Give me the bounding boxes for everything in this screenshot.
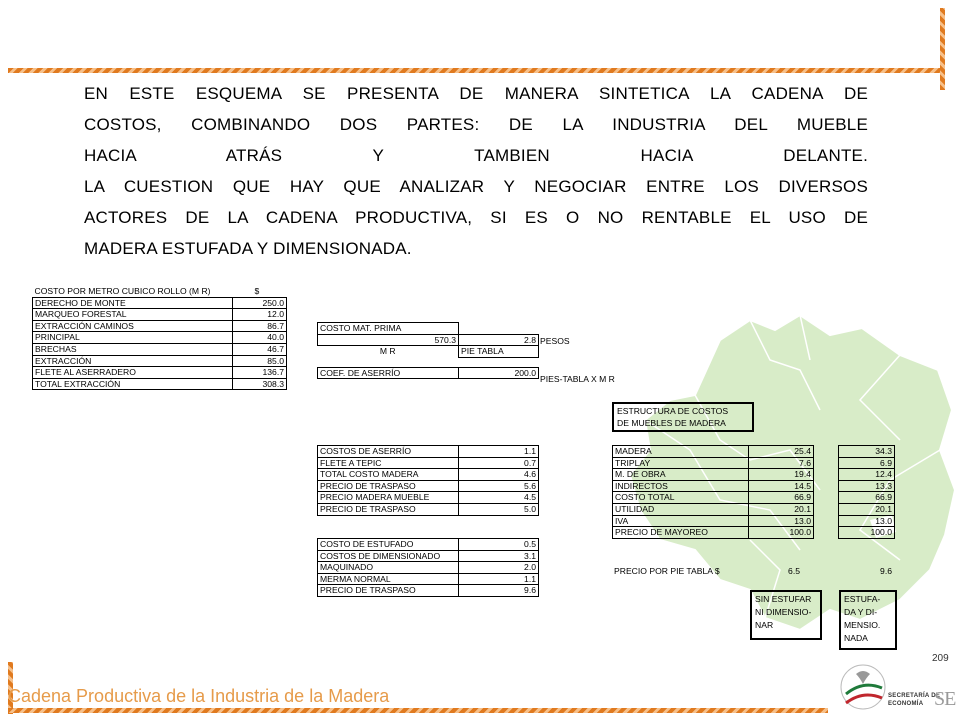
row-value-a: 66.9 [749, 492, 814, 504]
empty-cell [459, 323, 539, 335]
furniture-title-line: DE MUEBLES DE MADERA [617, 418, 726, 428]
table-row [613, 480, 895, 492]
table-row [318, 562, 539, 574]
drying-table [317, 538, 539, 597]
gap-cell [814, 492, 839, 504]
table-row [318, 446, 539, 458]
row-label: IVA [613, 515, 749, 527]
table-row [613, 446, 895, 458]
table-row [318, 573, 539, 585]
gap-cell [814, 515, 839, 527]
row-value-a: 100.0 [749, 527, 814, 539]
row-label: FLETE A TEPIC [318, 457, 459, 469]
logo-line: SECRETARÍA DE [888, 693, 941, 699]
row-value: 2.0 [459, 562, 539, 574]
row-label: COSTOS DE DIMENSIONADO [318, 550, 459, 562]
price-per-board-foot-label: PRECIO POR PIE TABLA $ [614, 566, 720, 576]
top-right-rule [940, 8, 945, 90]
row-label: MADERA [613, 446, 749, 458]
row-label: INDIRECTOS [613, 480, 749, 492]
row-value-a: 13.0 [749, 515, 814, 527]
row-label: PRECIO DE MAYOREO [613, 527, 749, 539]
row-label: COSTOS DE ASERRÍO [318, 446, 459, 458]
gap-cell [814, 527, 839, 539]
row-label: M. DE OBRA [613, 469, 749, 481]
row-label: FLETE AL ASERRADERO [33, 367, 233, 379]
intro-line: HACIA ATRÁS Y TAMBIEN HACIA DELANTE. [84, 146, 868, 165]
row-value-a: 25.4 [749, 446, 814, 458]
coef-value: 200.0 [459, 367, 539, 379]
table-row [318, 539, 539, 551]
table-row [318, 480, 539, 492]
table-row [318, 457, 539, 469]
table-row [318, 367, 539, 379]
raw-material-label-pie: PIE TABLA [459, 346, 539, 358]
row-value: 250.0 [233, 297, 287, 309]
row-label: EXTRACCIÓN [33, 355, 233, 367]
row-label: EXTRACCIÓN CAMINOS [33, 320, 233, 332]
row-value: 3.1 [459, 550, 539, 562]
logo-text [888, 692, 940, 708]
table-row [318, 346, 539, 358]
table-row [318, 334, 539, 346]
table-row [613, 527, 895, 539]
row-value-b: 13.0 [839, 515, 895, 527]
table-row [33, 355, 287, 367]
gap-cell [814, 457, 839, 469]
table-header-row [33, 286, 287, 297]
row-value-b: 20.1 [839, 503, 895, 515]
table-row [613, 457, 895, 469]
row-value: 12.0 [233, 309, 287, 321]
column-b-caption [839, 590, 897, 650]
raw-material-unit: PESOS [540, 336, 570, 346]
row-label: TOTAL EXTRACCIÓN [33, 378, 233, 390]
logo-line: ECONOMÍA [888, 701, 924, 707]
row-value-a: 19.4 [749, 469, 814, 481]
caption-line: NADA [844, 633, 868, 643]
row-value-a: 7.6 [749, 457, 814, 469]
row-value-b: 12.4 [839, 469, 895, 481]
row-label: UTILIDAD [613, 503, 749, 515]
top-rule [8, 68, 942, 73]
table-row [33, 343, 287, 355]
gap-cell [814, 469, 839, 481]
table-row [613, 492, 895, 504]
table-row [33, 320, 287, 332]
row-value: 46.7 [233, 343, 287, 355]
furniture-title-line: ESTRUCTURA DE COSTOS [617, 406, 729, 416]
table-row [613, 469, 895, 481]
row-label: MERMA NORMAL [318, 573, 459, 585]
table-row [318, 550, 539, 562]
intro-paragraph [84, 78, 868, 264]
price-per-board-foot-b: 9.6 [880, 566, 892, 576]
caption-line: NAR [755, 620, 774, 630]
row-value-a: 20.1 [749, 503, 814, 515]
row-value: 1.1 [459, 573, 539, 585]
row-label: PRECIO DE TRASPASO [318, 503, 459, 515]
row-label: PRECIO MADERA MUEBLE [318, 492, 459, 504]
footer-title: Cadena Productiva de la Industria de la Madera [8, 686, 390, 706]
raw-material-title: COSTO MAT. PRIMA [318, 323, 459, 335]
table-row [33, 309, 287, 321]
row-value: 4.5 [459, 492, 539, 504]
row-value-b: 6.9 [839, 457, 895, 469]
row-value: 4.6 [459, 469, 539, 481]
table-header-label: COSTO POR METRO CUBICO ROLLO (M R) [34, 286, 211, 296]
caption-line: SIN ESTUFAR [755, 594, 812, 604]
coef-unit: PIES-TABLA X M R [540, 374, 615, 384]
gap-cell [814, 503, 839, 515]
raw-material-label-mr: M R [379, 346, 396, 357]
intro-line: COSTOS, COMBINANDO DOS PARTES: DE LA INDUSTRIA DEL MUEBLE [84, 115, 868, 134]
sawmill-table [317, 445, 539, 516]
row-label: COSTO TOTAL [613, 492, 749, 504]
row-label: TOTAL COSTO MADERA [318, 469, 459, 481]
row-label: PRINCIPAL [33, 332, 233, 344]
caption-line: DA Y DI- [844, 607, 878, 617]
coef-label: COEF. DE ASERRÍO [318, 367, 459, 379]
row-label: DERECHO DE MONTE [33, 297, 233, 309]
table-row [613, 515, 895, 527]
table-row [318, 503, 539, 515]
row-value: 40.0 [233, 332, 287, 344]
row-value-b: 66.9 [839, 492, 895, 504]
table-row [318, 585, 539, 597]
column-a-caption [750, 590, 822, 640]
row-value-a: 14.5 [749, 480, 814, 492]
gap-cell [814, 480, 839, 492]
furniture-title-box [612, 402, 754, 432]
intro-line: EN ESTE ESQUEMA SE PRESENTA DE MANERA SINTETICA LA CADENA DE [84, 84, 868, 103]
raw-material-value-mr: 570.3 [318, 334, 459, 346]
row-label: MAQUINADO [318, 562, 459, 574]
table-row [318, 323, 539, 335]
intro-line: ACTORES DE LA CADENA PRODUCTIVA, SI ES O NO RENTABLE EL USO DE [84, 208, 868, 227]
furniture-cost-table [612, 445, 895, 539]
row-value: 0.7 [459, 457, 539, 469]
row-value: 5.6 [459, 480, 539, 492]
table-row [318, 357, 539, 367]
table-row [613, 503, 895, 515]
logo-mark: SE [934, 688, 956, 710]
caption-line: NI DIMENSIO- [755, 607, 812, 617]
row-value: 5.0 [459, 503, 539, 515]
log-cost-table [32, 286, 287, 390]
intro-line: MADERA ESTUFADA Y DIMENSIONADA. [84, 239, 412, 258]
row-value: 86.7 [233, 320, 287, 332]
row-label: MARQUEO FORESTAL [33, 309, 233, 321]
price-per-board-foot-a: 6.5 [788, 566, 800, 576]
table-row [33, 367, 287, 379]
table-row [318, 469, 539, 481]
row-label: PRECIO DE TRASPASO [318, 480, 459, 492]
table-row [318, 492, 539, 504]
row-label: BRECHAS [33, 343, 233, 355]
row-value: 9.6 [459, 585, 539, 597]
row-value: 136.7 [233, 367, 287, 379]
intro-line: LA CUESTION QUE HAY QUE ANALIZAR Y NEGOCIAR ENTRE LOS DIVERSOS [84, 177, 868, 196]
page-number: 209 [932, 653, 949, 664]
row-label: COSTO DE ESTUFADO [318, 539, 459, 551]
gap-cell [814, 446, 839, 458]
row-value-b: 100.0 [839, 527, 895, 539]
row-label: TRIPLAY [613, 457, 749, 469]
eagle-seal-icon [838, 662, 888, 712]
table-row [33, 297, 287, 309]
bottom-rule [8, 708, 828, 713]
table-header-unit: $ [254, 286, 260, 296]
table-row [33, 332, 287, 344]
row-value: 308.3 [233, 378, 287, 390]
row-label: PRECIO DE TRASPASO [318, 585, 459, 597]
raw-material-value-pie: 2.8 [459, 334, 539, 346]
caption-line: ESTUFA- [844, 594, 881, 604]
row-value: 1.1 [459, 446, 539, 458]
raw-material-table [317, 322, 539, 379]
caption-line: MENSIO. [844, 620, 881, 630]
row-value-b: 13.3 [839, 480, 895, 492]
row-value-b: 34.3 [839, 446, 895, 458]
spacer [318, 357, 539, 367]
row-value: 0.5 [459, 539, 539, 551]
row-value: 85.0 [233, 355, 287, 367]
table-row [33, 378, 287, 390]
